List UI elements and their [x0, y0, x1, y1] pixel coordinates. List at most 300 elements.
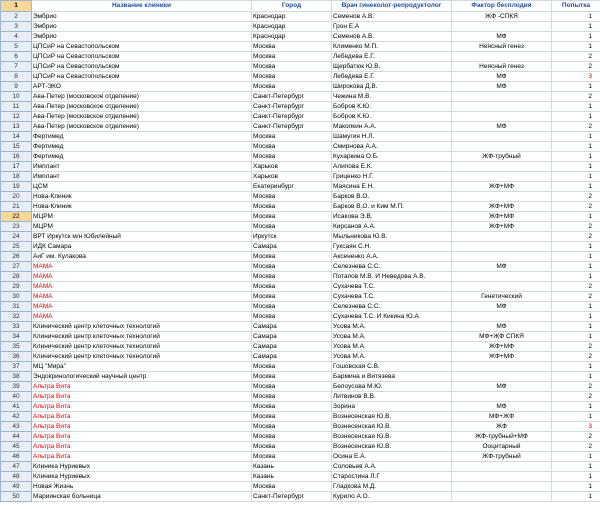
cell-city[interactable]: Санкт-Петербург: [252, 102, 332, 112]
cell-doctor[interactable]: Усова М.А.: [332, 332, 452, 342]
header-doctor[interactable]: Врач гинеколог-репродуктолог: [332, 1, 452, 12]
cell-city[interactable]: Краснодар: [252, 22, 332, 32]
cell-doctor[interactable]: Гошовская С.В.: [332, 362, 452, 372]
cell-factor[interactable]: ЖФ: [452, 422, 552, 432]
cell-clinic[interactable]: Фертимед: [32, 142, 252, 152]
cell-attempt[interactable]: 1: [552, 402, 600, 412]
cell-factor[interactable]: ЖФ+МФ: [452, 212, 552, 222]
row-number[interactable]: 40: [1, 392, 32, 402]
cell-city[interactable]: Москва: [252, 132, 332, 142]
cell-clinic[interactable]: Эндокринологический научный центр: [32, 372, 252, 382]
cell-doctor[interactable]: Усова М.А.: [332, 352, 452, 362]
row-number[interactable]: 47: [1, 462, 32, 472]
cell-doctor[interactable]: Маколкин А.А.: [332, 122, 452, 132]
cell-factor[interactable]: [452, 312, 552, 322]
row-number[interactable]: 9: [1, 82, 32, 92]
cell-clinic[interactable]: Мариинская больница: [32, 492, 252, 502]
cell-clinic[interactable]: Нова-Клиник: [32, 202, 252, 212]
cell-factor[interactable]: [452, 272, 552, 282]
cell-attempt[interactable]: 1: [552, 332, 600, 342]
cell-doctor[interactable]: Семенов А.В.: [332, 32, 452, 42]
cell-doctor[interactable]: Смирнова А.А.: [332, 142, 452, 152]
cell-doctor[interactable]: Старостина Л.Г: [332, 472, 452, 482]
cell-doctor[interactable]: Гриценко Н.Г.: [332, 172, 452, 182]
cell-doctor[interactable]: Литвинов В.В.: [332, 392, 452, 402]
cell-doctor[interactable]: Алипова Е.К.: [332, 162, 452, 172]
cell-attempt[interactable]: 1: [552, 312, 600, 322]
cell-clinic[interactable]: Имплант: [32, 162, 252, 172]
cell-attempt[interactable]: 1: [552, 302, 600, 312]
row-number[interactable]: 38: [1, 372, 32, 382]
cell-attempt[interactable]: 1: [552, 112, 600, 122]
row-number[interactable]: 18: [1, 172, 32, 182]
cell-attempt[interactable]: 1: [552, 242, 600, 252]
cell-attempt[interactable]: 1: [552, 172, 600, 182]
cell-factor[interactable]: [452, 112, 552, 122]
cell-clinic[interactable]: АиГ им. Кулакова: [32, 252, 252, 262]
cell-attempt[interactable]: 2: [552, 232, 600, 242]
cell-factor[interactable]: МФ: [452, 382, 552, 392]
cell-attempt[interactable]: 2: [552, 392, 600, 402]
cell-clinic[interactable]: Эмбрио: [32, 22, 252, 32]
header-clinic[interactable]: Название клиники: [32, 1, 252, 12]
cell-factor[interactable]: МФ: [452, 402, 552, 412]
cell-clinic[interactable]: ВРТ Иркутск м/н Юбилейный: [32, 232, 252, 242]
cell-clinic[interactable]: ЦПСиР на Севастопольском: [32, 52, 252, 62]
row-number[interactable]: 12: [1, 112, 32, 122]
cell-attempt[interactable]: 1: [552, 362, 600, 372]
cell-doctor[interactable]: Барков В.О.: [332, 192, 452, 202]
cell-doctor[interactable]: Кухаркина О.Б.: [332, 152, 452, 162]
row-number[interactable]: 28: [1, 272, 32, 282]
cell-city[interactable]: Москва: [252, 152, 332, 162]
cell-clinic[interactable]: Альтра Вита: [32, 442, 252, 452]
row-number[interactable]: 29: [1, 282, 32, 292]
cell-city[interactable]: Москва: [252, 282, 332, 292]
cell-factor[interactable]: ЖФ-трубный: [452, 152, 552, 162]
row-number[interactable]: 39: [1, 382, 32, 392]
cell-factor[interactable]: [452, 52, 552, 62]
cell-doctor[interactable]: Лебедева Е.Г.: [332, 72, 452, 82]
cell-city[interactable]: Москва: [252, 52, 332, 62]
cell-city[interactable]: Москва: [252, 302, 332, 312]
cell-city[interactable]: Казань: [252, 462, 332, 472]
cell-factor[interactable]: [452, 172, 552, 182]
cell-factor[interactable]: [452, 22, 552, 32]
cell-doctor[interactable]: Бармина и Витязева: [332, 372, 452, 382]
row-number[interactable]: 32: [1, 312, 32, 322]
cell-factor[interactable]: МФ+ЖФ: [452, 412, 552, 422]
cell-clinic[interactable]: Альтра Вита: [32, 402, 252, 412]
cell-city[interactable]: Москва: [252, 142, 332, 152]
cell-factor[interactable]: ЖФ-трубный+МФ: [452, 432, 552, 442]
cell-attempt[interactable]: 1: [552, 212, 600, 222]
cell-factor[interactable]: [452, 372, 552, 382]
row-number[interactable]: 37: [1, 362, 32, 372]
cell-city[interactable]: Москва: [252, 82, 332, 92]
cell-city[interactable]: Самара: [252, 242, 332, 252]
cell-city[interactable]: Иркутск: [252, 232, 332, 242]
cell-doctor[interactable]: Сухачева Т.С. И Кикина Ю.А.: [332, 312, 452, 322]
cell-doctor[interactable]: Селезнева С.С.: [332, 302, 452, 312]
cell-factor[interactable]: Ооцитарный: [452, 442, 552, 452]
cell-doctor[interactable]: Курило А.О.: [332, 492, 452, 502]
cell-attempt[interactable]: 1: [552, 182, 600, 192]
cell-factor[interactable]: МФ: [452, 322, 552, 332]
cell-attempt[interactable]: 1: [552, 132, 600, 142]
cell-clinic[interactable]: Клинический центр клеточных технологий: [32, 352, 252, 362]
cell-doctor[interactable]: Бобров К.Ю.: [332, 102, 452, 112]
cell-clinic[interactable]: Ава-Петер (московское отделение): [32, 102, 252, 112]
cell-doctor[interactable]: Маясина Е.Н.: [332, 182, 452, 192]
cell-attempt[interactable]: 1: [552, 462, 600, 472]
cell-doctor[interactable]: Лебедева Е.Г.: [332, 52, 452, 62]
cell-factor[interactable]: Генетический: [452, 292, 552, 302]
cell-factor[interactable]: МФ: [452, 302, 552, 312]
cell-factor[interactable]: МФ: [452, 82, 552, 92]
cell-doctor[interactable]: Аксененко А.А.: [332, 252, 452, 262]
cell-doctor[interactable]: Вознесенская Ю.В.: [332, 432, 452, 442]
cell-city[interactable]: Самара: [252, 322, 332, 332]
cell-factor[interactable]: МФ: [452, 122, 552, 132]
cell-city[interactable]: Санкт-Петербург: [252, 492, 332, 502]
cell-factor[interactable]: [452, 142, 552, 152]
row-number[interactable]: 48: [1, 472, 32, 482]
row-number[interactable]: 36: [1, 352, 32, 362]
cell-city[interactable]: Харьков: [252, 162, 332, 172]
cell-attempt[interactable]: 1: [552, 252, 600, 262]
cell-clinic[interactable]: ЦПСиР на Севастопольском: [32, 72, 252, 82]
cell-doctor[interactable]: Осина Е.А.: [332, 452, 452, 462]
cell-clinic[interactable]: МАМА: [32, 302, 252, 312]
cell-city[interactable]: Москва: [252, 192, 332, 202]
row-number[interactable]: 49: [1, 482, 32, 492]
cell-doctor[interactable]: Щербатюк Ю.В.: [332, 62, 452, 72]
cell-attempt[interactable]: 2: [552, 62, 600, 72]
row-number[interactable]: 35: [1, 342, 32, 352]
cell-city[interactable]: Москва: [252, 482, 332, 492]
cell-factor[interactable]: ЖФ+МФ: [452, 352, 552, 362]
cell-city[interactable]: Краснодар: [252, 32, 332, 42]
cell-factor[interactable]: [452, 472, 552, 482]
cell-factor[interactable]: ЖФ -СПКЯ: [452, 12, 552, 22]
row-number[interactable]: 15: [1, 142, 32, 152]
cell-attempt[interactable]: 1: [552, 102, 600, 112]
cell-clinic[interactable]: Клинический центр клеточных технологий: [32, 322, 252, 332]
cell-attempt[interactable]: 1: [552, 452, 600, 462]
row-number[interactable]: 42: [1, 412, 32, 422]
cell-city[interactable]: Москва: [252, 412, 332, 422]
cell-factor[interactable]: МФ+ЖФ СПКЯ: [452, 332, 552, 342]
cell-factor[interactable]: ЖФ+МФ: [452, 202, 552, 212]
cell-doctor[interactable]: Вознесенская Ю.В.: [332, 442, 452, 452]
cell-clinic[interactable]: Фертимед: [32, 152, 252, 162]
row-number[interactable]: 11: [1, 102, 32, 112]
row-number[interactable]: 26: [1, 252, 32, 262]
row-number[interactable]: 46: [1, 452, 32, 462]
cell-attempt[interactable]: 2: [552, 342, 600, 352]
cell-city[interactable]: Москва: [252, 372, 332, 382]
cell-clinic[interactable]: Клиника Нуриевых: [32, 462, 252, 472]
cell-city[interactable]: Москва: [252, 452, 332, 462]
cell-doctor[interactable]: Кирсанов А.А.: [332, 222, 452, 232]
cell-attempt[interactable]: 1: [552, 82, 600, 92]
cell-clinic[interactable]: МАМА: [32, 262, 252, 272]
cell-city[interactable]: Самара: [252, 332, 332, 342]
row-number[interactable]: 17: [1, 162, 32, 172]
cell-attempt[interactable]: 2: [552, 192, 600, 202]
cell-doctor[interactable]: Сухачева Т.С.: [332, 282, 452, 292]
cell-city[interactable]: Санкт-Петербург: [252, 92, 332, 102]
cell-factor[interactable]: МФ: [452, 32, 552, 42]
cell-attempt[interactable]: 2: [552, 442, 600, 452]
cell-doctor[interactable]: Вознесенская Ю.В.: [332, 412, 452, 422]
cell-clinic[interactable]: Фертимед: [32, 132, 252, 142]
cell-clinic[interactable]: Эмбрио: [32, 12, 252, 22]
cell-city[interactable]: Москва: [252, 292, 332, 302]
cell-attempt[interactable]: 3: [552, 422, 600, 432]
cell-attempt[interactable]: 1: [552, 12, 600, 22]
row-number[interactable]: 13: [1, 122, 32, 132]
cell-doctor[interactable]: Усова М.А.: [332, 342, 452, 352]
row-number[interactable]: 31: [1, 302, 32, 312]
cell-clinic[interactable]: Нова-Клиник: [32, 192, 252, 202]
row-number[interactable]: 14: [1, 132, 32, 142]
row-number[interactable]: 34: [1, 332, 32, 342]
cell-attempt[interactable]: 1: [552, 32, 600, 42]
cell-doctor[interactable]: Грон Е.А: [332, 22, 452, 32]
cell-factor[interactable]: [452, 192, 552, 202]
cell-city[interactable]: Москва: [252, 62, 332, 72]
cell-attempt[interactable]: 2: [552, 52, 600, 62]
cell-factor[interactable]: Неясный генез: [452, 42, 552, 52]
cell-city[interactable]: Харьков: [252, 172, 332, 182]
cell-clinic[interactable]: ЦПСиР на Севастопольском: [32, 62, 252, 72]
row-number[interactable]: 2: [1, 12, 32, 22]
cell-doctor[interactable]: Гуксаян С.Н.: [332, 242, 452, 252]
cell-clinic[interactable]: Альтра Вита: [32, 422, 252, 432]
cell-doctor[interactable]: Исакова Э.В.: [332, 212, 452, 222]
cell-city[interactable]: Москва: [252, 362, 332, 372]
cell-factor[interactable]: [452, 492, 552, 502]
cell-factor[interactable]: Неясный генез: [452, 62, 552, 72]
cell-doctor[interactable]: Семенов А.В.: [332, 12, 452, 22]
cell-doctor[interactable]: Мыльникова Ю.В.: [332, 232, 452, 242]
cell-factor[interactable]: [452, 462, 552, 472]
cell-attempt[interactable]: 1: [552, 412, 600, 422]
cell-doctor[interactable]: Широкова Д.В.: [332, 82, 452, 92]
cell-attempt[interactable]: 1: [552, 492, 600, 502]
cell-attempt[interactable]: 2: [552, 202, 600, 212]
cell-factor[interactable]: [452, 482, 552, 492]
row-number[interactable]: 6: [1, 52, 32, 62]
row-number[interactable]: 7: [1, 62, 32, 72]
cell-doctor[interactable]: Соловьев А.А.: [332, 462, 452, 472]
cell-clinic[interactable]: Ава-Петер (московское отделение): [32, 112, 252, 122]
cell-attempt[interactable]: 2: [552, 382, 600, 392]
cell-attempt[interactable]: 1: [552, 42, 600, 52]
row-number[interactable]: 5: [1, 42, 32, 52]
cell-doctor[interactable]: Клименко М.П.: [332, 42, 452, 52]
cell-attempt[interactable]: 2: [552, 432, 600, 442]
cell-factor[interactable]: ЖФ-трубный: [452, 452, 552, 462]
cell-attempt[interactable]: 3: [552, 72, 600, 82]
cell-clinic[interactable]: Клинический центр клеточных технологий: [32, 332, 252, 342]
cell-attempt[interactable]: 2: [552, 122, 600, 132]
cell-doctor[interactable]: Вознесенская Ю.В.: [332, 422, 452, 432]
cell-attempt[interactable]: 1: [552, 22, 600, 32]
cell-city[interactable]: Санкт-Петербург: [252, 122, 332, 132]
cell-city[interactable]: Самара: [252, 342, 332, 352]
cell-doctor[interactable]: Селезнева С.С.: [332, 262, 452, 272]
cell-attempt[interactable]: 1: [552, 162, 600, 172]
cell-factor[interactable]: [452, 362, 552, 372]
row-number[interactable]: 21: [1, 202, 32, 212]
row-number[interactable]: 19: [1, 182, 32, 192]
cell-doctor[interactable]: Усова М.А.: [332, 322, 452, 332]
cell-city[interactable]: Москва: [252, 272, 332, 282]
row-number[interactable]: 44: [1, 432, 32, 442]
cell-clinic[interactable]: Клинический центр клеточных технологий: [32, 342, 252, 352]
cell-doctor[interactable]: Шамугия Н.Л.: [332, 132, 452, 142]
cell-factor[interactable]: [452, 132, 552, 142]
cell-clinic[interactable]: Альтра Вита: [32, 392, 252, 402]
cell-doctor[interactable]: Бобров К.Ю.: [332, 112, 452, 122]
cell-attempt[interactable]: 1: [552, 322, 600, 332]
cell-clinic[interactable]: МАМА: [32, 272, 252, 282]
cell-attempt[interactable]: 2: [552, 292, 600, 302]
cell-city[interactable]: Москва: [252, 422, 332, 432]
cell-clinic[interactable]: Имплант: [32, 172, 252, 182]
cell-city[interactable]: Екатеринбург: [252, 182, 332, 192]
cell-factor[interactable]: [452, 252, 552, 262]
row-number[interactable]: 45: [1, 442, 32, 452]
row-number[interactable]: 25: [1, 242, 32, 252]
row-number[interactable]: 23: [1, 222, 32, 232]
cell-clinic[interactable]: ЦСМ: [32, 182, 252, 192]
row-number[interactable]: 1: [1, 1, 32, 12]
cell-attempt[interactable]: 2: [552, 222, 600, 232]
cell-clinic[interactable]: МЦРМ: [32, 212, 252, 222]
cell-doctor[interactable]: Барков В.О. и Ким М.П.: [332, 202, 452, 212]
cell-factor[interactable]: [452, 92, 552, 102]
cell-factor[interactable]: МФ: [452, 72, 552, 82]
cell-factor[interactable]: ЖФ+МФ: [452, 182, 552, 192]
cell-factor[interactable]: МФ: [452, 262, 552, 272]
cell-clinic[interactable]: Новая Жизнь: [32, 482, 252, 492]
cell-attempt[interactable]: 2: [552, 282, 600, 292]
cell-clinic[interactable]: Эмбрио: [32, 32, 252, 42]
cell-city[interactable]: Москва: [252, 432, 332, 442]
cell-factor[interactable]: [452, 282, 552, 292]
header-attempt[interactable]: Попытка: [552, 1, 600, 12]
row-number[interactable]: 30: [1, 292, 32, 302]
cell-clinic[interactable]: Ава-Петер (московское отделение): [32, 122, 252, 132]
cell-attempt[interactable]: 2: [552, 352, 600, 362]
row-number[interactable]: 16: [1, 152, 32, 162]
cell-factor[interactable]: [452, 242, 552, 252]
cell-attempt[interactable]: 1: [552, 272, 600, 282]
cell-city[interactable]: Москва: [252, 442, 332, 452]
cell-city[interactable]: Москва: [252, 72, 332, 82]
cell-doctor[interactable]: Зорина: [332, 402, 452, 412]
row-number[interactable]: 24: [1, 232, 32, 242]
cell-factor[interactable]: ЖФ+МФ: [452, 222, 552, 232]
row-number[interactable]: 4: [1, 32, 32, 42]
header-factor[interactable]: Фактор бесплодия: [452, 1, 552, 12]
row-number[interactable]: 50: [1, 492, 32, 502]
cell-city[interactable]: Краснодар: [252, 12, 332, 22]
cell-clinic[interactable]: МАМА: [32, 312, 252, 322]
row-number[interactable]: 3: [1, 22, 32, 32]
cell-city[interactable]: Москва: [252, 312, 332, 322]
cell-factor[interactable]: ЖФ+МФ: [452, 342, 552, 352]
cell-clinic[interactable]: Альтра Вита: [32, 432, 252, 442]
cell-city[interactable]: Москва: [252, 262, 332, 272]
cell-factor[interactable]: [452, 392, 552, 402]
cell-clinic[interactable]: МЦРМ: [32, 222, 252, 232]
cell-city[interactable]: Москва: [252, 382, 332, 392]
cell-city[interactable]: Москва: [252, 222, 332, 232]
cell-city[interactable]: Москва: [252, 402, 332, 412]
cell-doctor[interactable]: Белоусова М.Ю.: [332, 382, 452, 392]
cell-attempt[interactable]: 1: [552, 152, 600, 162]
cell-city[interactable]: Москва: [252, 252, 332, 262]
cell-city[interactable]: Санкт-Петербург: [252, 112, 332, 122]
row-number[interactable]: 8: [1, 72, 32, 82]
cell-clinic[interactable]: АРТ-ЭКО: [32, 82, 252, 92]
cell-clinic[interactable]: Ава-Петер (московское отделение): [32, 92, 252, 102]
cell-factor[interactable]: [452, 162, 552, 172]
header-city[interactable]: Город: [252, 1, 332, 12]
row-number[interactable]: 20: [1, 192, 32, 202]
cell-attempt[interactable]: 1: [552, 142, 600, 152]
cell-city[interactable]: Москва: [252, 212, 332, 222]
cell-clinic[interactable]: Альтра Вита: [32, 382, 252, 392]
cell-attempt[interactable]: 1: [552, 372, 600, 382]
cell-attempt[interactable]: 1: [552, 482, 600, 492]
cell-doctor[interactable]: Чежина М.В.: [332, 92, 452, 102]
cell-doctor[interactable]: Гладкова М.Д.: [332, 482, 452, 492]
cell-city[interactable]: Москва: [252, 392, 332, 402]
row-number[interactable]: 33: [1, 322, 32, 332]
cell-clinic[interactable]: Альтра Вита: [32, 412, 252, 422]
cell-factor[interactable]: [452, 102, 552, 112]
row-number[interactable]: 22: [1, 212, 32, 222]
cell-attempt[interactable]: 2: [552, 92, 600, 102]
cell-factor[interactable]: [452, 232, 552, 242]
cell-attempt[interactable]: 1: [552, 472, 600, 482]
cell-city[interactable]: Москва: [252, 42, 332, 52]
cell-doctor[interactable]: Потапов М.В. И Неведова А.В.: [332, 272, 452, 282]
cell-clinic[interactable]: ИДК Самара: [32, 242, 252, 252]
row-number[interactable]: 43: [1, 422, 32, 432]
cell-city[interactable]: Москва: [252, 202, 332, 212]
row-number[interactable]: 27: [1, 262, 32, 272]
cell-clinic[interactable]: Альтра Вита: [32, 452, 252, 462]
row-number[interactable]: 10: [1, 92, 32, 102]
cell-city[interactable]: Казань: [252, 472, 332, 482]
row-number[interactable]: 41: [1, 402, 32, 412]
cell-clinic[interactable]: ЦПСиР на Севастопольском: [32, 42, 252, 52]
cell-clinic[interactable]: МАМА: [32, 282, 252, 292]
cell-attempt[interactable]: 1: [552, 262, 600, 272]
cell-clinic[interactable]: Клиника Нуриевых: [32, 472, 252, 482]
cell-city[interactable]: Самара: [252, 352, 332, 362]
cell-doctor[interactable]: Сухачева Т.С.: [332, 292, 452, 302]
cell-clinic[interactable]: МЦ "Мира": [32, 362, 252, 372]
cell-clinic[interactable]: МАМА: [32, 292, 252, 302]
